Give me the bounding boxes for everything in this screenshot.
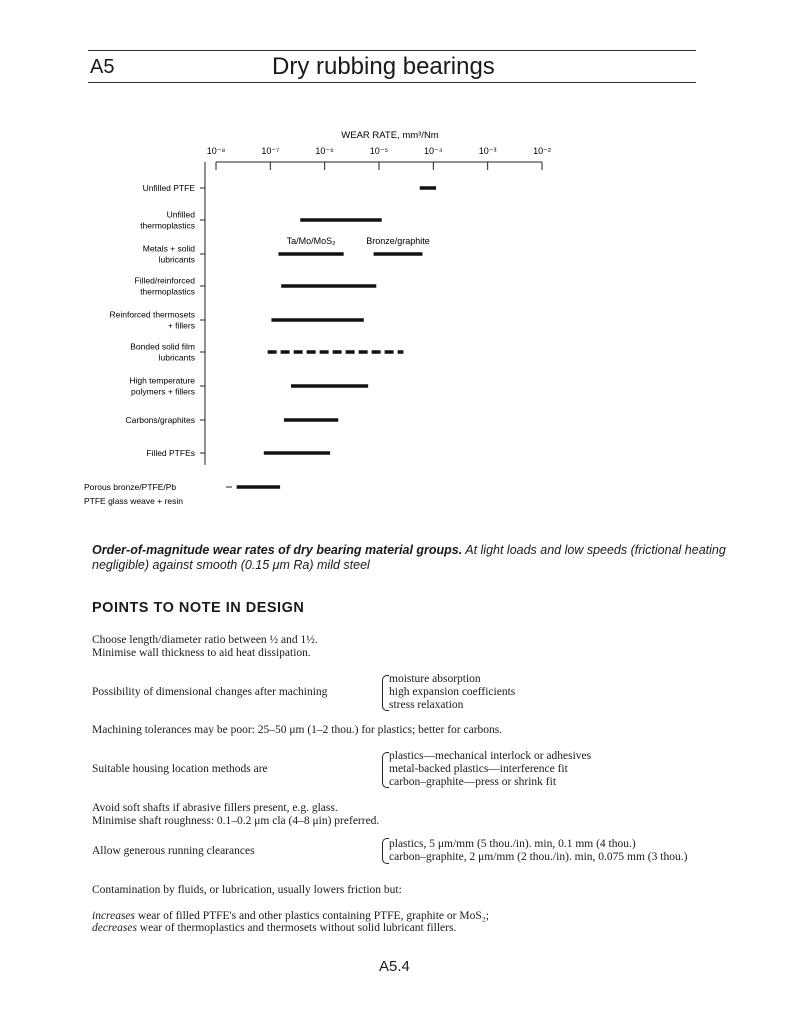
bar-annotation: Ta/Mo/MoS₂ <box>286 236 336 246</box>
clearance-item: plastics, 5 μm/mm (5 thou./in). min, 0.1 mm (4 thou.) <box>389 838 636 850</box>
housing-item: metal-backed plastics—interference fit <box>389 763 568 775</box>
category-label: Metals + solid <box>142 243 195 254</box>
category-label: thermoplastics <box>140 220 195 231</box>
category-label: Carbons/graphites <box>125 415 195 425</box>
category-label: lubricants <box>158 254 195 265</box>
section-number: A5 <box>90 56 115 78</box>
category-label: Filled PTFEs <box>146 448 195 458</box>
page-number: A5.4 <box>379 958 410 975</box>
shafts-note: Avoid soft shafts if abrasive fillers present, e.g. glass. <box>92 802 338 814</box>
dim-item: high expansion coefficients <box>389 686 516 698</box>
caption-rest: At light loads and low speeds (frictional heating negligible) against smooth (0.15 μm Ra) mild steel <box>92 543 726 572</box>
tolerance-note: Machining tolerances may be poor: 25–50 μm (1–2 thou.) for plastics; better for carbons. <box>92 724 503 736</box>
decreases-note <box>92 922 456 935</box>
category-label: polymers + fillers <box>130 386 195 397</box>
clearance-item: carbon–graphite, 2 μm/mm (2 thou./in). min, 0.075 mm (3 thou.) <box>389 851 688 863</box>
caption-bold: Order-of-magnitude wear rates of dry bearing material groups. <box>92 543 463 557</box>
figure-caption <box>92 543 732 573</box>
axis-ticks <box>205 146 551 465</box>
category-label: Filled/reinforced <box>134 275 195 286</box>
brace <box>382 675 389 711</box>
category-label: Bonded solid film <box>130 341 195 352</box>
category-label: Reinforced thermosets <box>109 309 195 320</box>
category-label: High temperature <box>129 375 195 386</box>
page-title: Dry rubbing bearings <box>272 53 495 80</box>
dimensional-label: Possibility of dimensional changes after machining <box>92 686 328 698</box>
dim-item: stress relaxation <box>389 699 464 711</box>
increases-rest: wear of filled PTFE's and other plastics containing PTFE, graphite or MoS₂; <box>135 910 489 922</box>
tick-label: 10⁻⁸ <box>206 146 226 156</box>
category-label: + fillers <box>167 320 195 331</box>
housing-item: carbon–graphite—press or shrink fit <box>389 776 557 788</box>
section-heading: POINTS TO NOTE IN DESIGN <box>92 600 305 616</box>
category-label: Unfilled <box>166 209 195 220</box>
tick-label: 10⁻⁴ <box>424 146 443 156</box>
chart-title: WEAR RATE, mm³/Nm <box>341 130 439 141</box>
bar-annotation: Bronze/graphite <box>366 236 430 246</box>
increases-word: increases <box>92 910 136 922</box>
wall-note: Minimise wall thickness to aid heat dissipation. <box>92 647 311 659</box>
decreases-word: decreases <box>92 922 137 934</box>
brace <box>382 838 389 864</box>
brace <box>382 752 389 788</box>
dim-item: moisture absorption <box>389 673 481 685</box>
category-label: Unfilled PTFE <box>142 183 195 193</box>
contamination-note: Contamination by fluids, or lubrication, usually lowers friction but: <box>92 884 402 896</box>
ratio-note: Choose length/diameter ratio between ½ and 1½. <box>92 634 318 646</box>
tick-label: 10⁻² <box>533 146 551 156</box>
category-label: thermoplastics <box>140 286 195 297</box>
tick-label: 10⁻³ <box>478 146 497 156</box>
category-label: lubricants <box>158 352 195 363</box>
category-label: Porous bronze/PTFE/Pb <box>84 482 177 492</box>
tick-label: 10⁻⁶ <box>315 146 334 156</box>
category-label: PTFE glass weave + resin <box>84 496 183 506</box>
clearance-label: Allow generous running clearances <box>92 845 255 857</box>
housing-label: Suitable housing location methods are <box>92 763 268 775</box>
tick-label: 10⁻⁷ <box>261 146 280 156</box>
decreases-rest: wear of thermoplastics and thermosets without solid lubricant fillers. <box>136 922 457 934</box>
housing-item: plastics—mechanical interlock or adhesives <box>389 750 592 762</box>
tick-label: 10⁻⁵ <box>369 146 389 156</box>
wear-bars <box>237 188 436 487</box>
roughness-note: Minimise shaft roughness: 0.1–0.2 μm cla (4–8 μin) preferred. <box>92 815 380 827</box>
category-labels <box>84 183 232 506</box>
